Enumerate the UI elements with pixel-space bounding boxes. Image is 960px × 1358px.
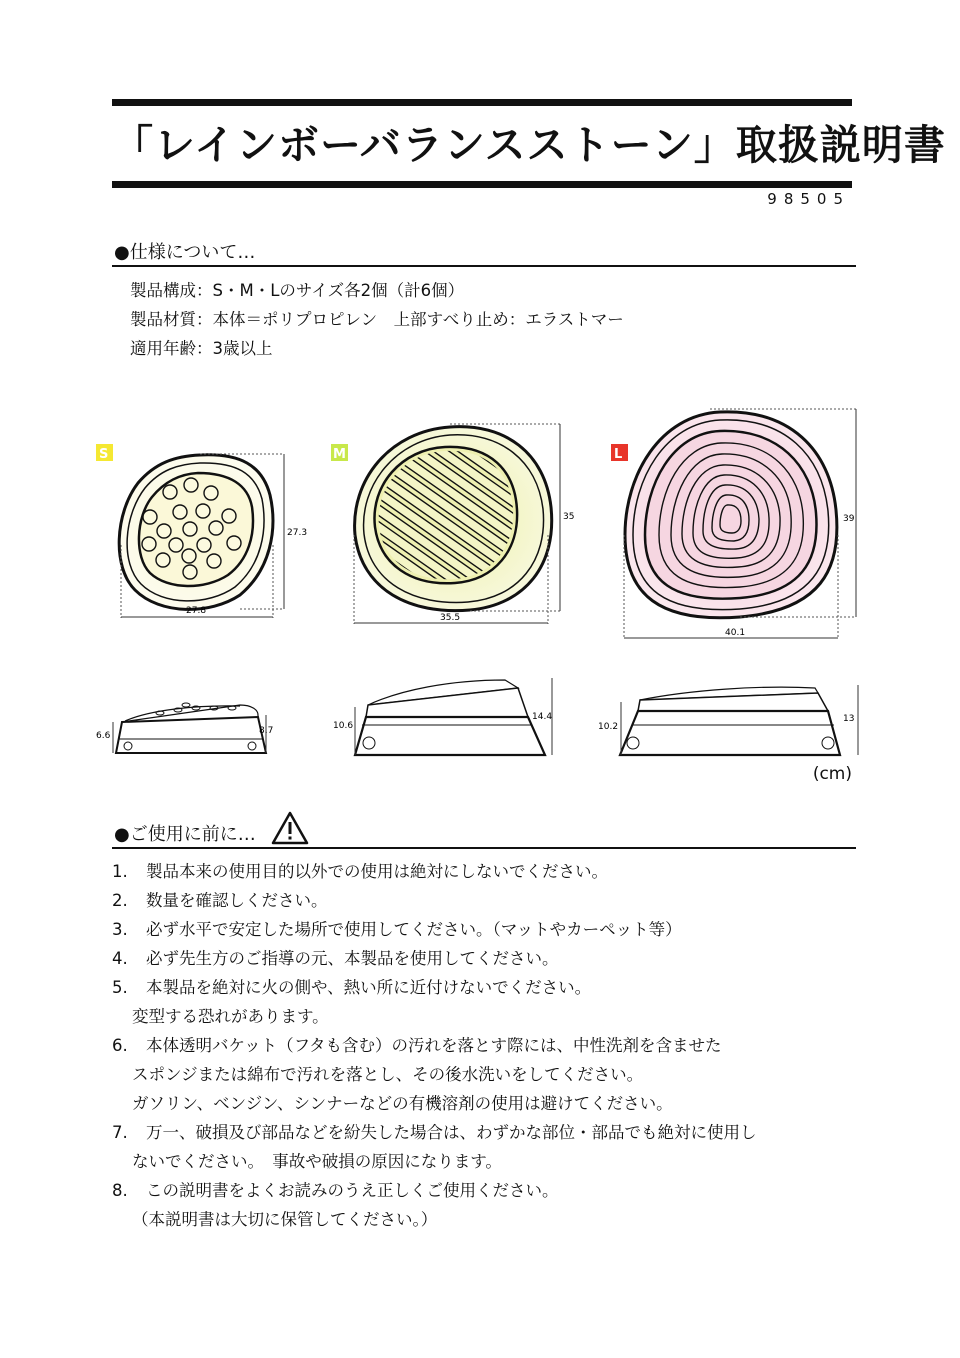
medium-badge-letter: M <box>333 447 346 462</box>
small-width-label: 27.8 <box>186 606 207 616</box>
small-side-left-label: 6.6 <box>96 731 111 741</box>
spec-composition: 製品構成：S・M・Lのサイズ各2個（計6個） <box>130 281 465 300</box>
precaution-item-3: 3. 必ず水平で安定した場所で使用してください。（マットやカーペット等） <box>112 920 682 939</box>
title-bottom-rule <box>112 181 852 188</box>
small-stone-side-view <box>96 703 273 753</box>
large-height-label: 39 <box>843 514 855 524</box>
precautions-list <box>112 857 757 1234</box>
small-stone-top-view <box>96 444 307 618</box>
spec-material: 製品材質：本体＝ポリプロピレン 上部すべり止め：エラストマー <box>130 310 624 329</box>
small-badge-letter: S <box>99 447 109 462</box>
spec-divider <box>112 265 856 267</box>
medium-side-left-label: 10.6 <box>333 721 354 731</box>
spec-heading: ●仕様について… <box>114 242 256 263</box>
large-width-label: 40.1 <box>725 628 746 638</box>
product-figures <box>0 395 960 815</box>
page-title: 「レインボーバランスストーン」取扱説明書 <box>112 121 946 169</box>
medium-height-label: 35 <box>563 512 575 522</box>
large-badge-letter: L <box>614 447 623 462</box>
small-side-right-label: 8.7 <box>259 726 274 736</box>
precautions-heading <box>114 820 256 846</box>
medium-stone-top-view <box>331 416 574 624</box>
precaution-item-4: 4. 必ず先生方のご指導の元、本製品を使用してください。 <box>112 949 559 968</box>
large-side-right-label: 13 <box>843 714 855 724</box>
large-side-left-label: 10.2 <box>598 722 619 732</box>
medium-stone-side-view <box>333 678 552 755</box>
precaution-item-7: 7. 万一、破損及び部品などを紛失した場合は、わずかな部位・部品でも絶対に使用し ないでください。 事故や破損の原因になります。 <box>112 1123 757 1171</box>
large-stone-side-view <box>598 685 858 755</box>
precaution-item-5: 5. 本製品を絶対に火の側や、熱い所に近付けないでください。 変型する恐れがあります。 <box>112 978 592 1026</box>
unit-label: (cm) <box>812 764 852 784</box>
medium-width-label: 35.5 <box>440 613 461 623</box>
precaution-item-6: 6. 本体透明バケット（フタも含む）の汚れを落とす際には、中性洗剤を含ませた スポンジまたは綿布で汚れを落とし、その後水洗いをしてください。 ガソリン、ベンジン、シンナーなどの有機溶剤の使用は避けてください。 <box>112 1036 722 1113</box>
spec-list <box>130 276 624 363</box>
precaution-item-8: 8. この説明書をよくお読みのうえ正しくご使用ください。 （本説明書は大切に保管してください。） <box>112 1181 559 1229</box>
precaution-item-2: 2. 数量を確認しください。 <box>112 891 328 910</box>
small-height-label: 27.3 <box>287 528 308 538</box>
large-stone-top-view <box>611 409 856 639</box>
spec-age: 適用年齢：3歳以上 <box>130 339 273 358</box>
document-number: 98505 <box>767 190 850 208</box>
precautions-heading-text: ●ご使用に前に… <box>114 824 256 845</box>
precautions-divider <box>112 847 856 849</box>
warning-icon <box>270 810 310 846</box>
title-top-rule <box>112 99 852 106</box>
precaution-item-1: 1. 製品本来の使用目的以外での使用は絶対にしないでください。 <box>112 862 608 881</box>
medium-side-right-label: 14.4 <box>532 712 553 722</box>
